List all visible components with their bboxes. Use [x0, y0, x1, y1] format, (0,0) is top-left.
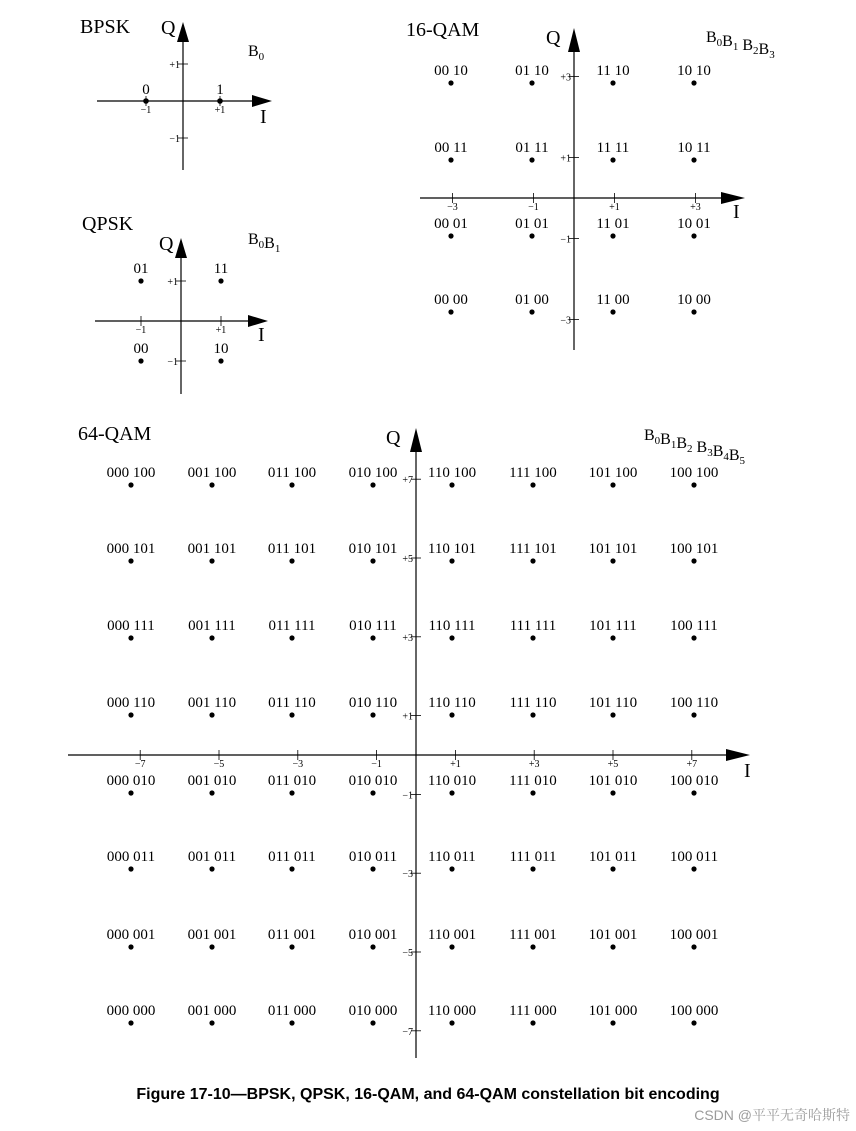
i-axis-label: I [733, 201, 740, 223]
q-tick-label: −3 [402, 869, 413, 881]
point-label: 011 001 [267, 927, 317, 943]
point-label: 101 011 [588, 849, 638, 865]
bpsk-bits-header: $B_0$ [248, 43, 265, 63]
point-label: 001 010 [187, 773, 237, 789]
qam16-bits-header: $B_0B_1$ $B_2B_3$ [706, 29, 775, 61]
i-tick-label: −1 [528, 202, 539, 213]
point-label: 11 00 [596, 292, 630, 308]
point-label: 00 00 [434, 292, 468, 308]
constellation-point [289, 944, 294, 949]
constellation-point [209, 866, 214, 871]
point-label: 010 000 [348, 1003, 398, 1019]
point-label: 100 011 [669, 849, 719, 865]
point-label: 1 [216, 82, 224, 98]
point-label: 101 100 [588, 465, 638, 481]
constellation-point [209, 712, 214, 717]
point-label: 10 [213, 341, 229, 357]
point-label: 111 010 [509, 773, 557, 789]
point-label: 110 100 [427, 465, 477, 481]
point-label: 000 101 [106, 541, 156, 557]
point-label: 100 000 [669, 1003, 719, 1019]
point-label: 00 10 [434, 63, 468, 79]
point-label: 100 101 [669, 541, 719, 557]
point-label: 001 110 [187, 695, 237, 711]
point-label: 010 001 [348, 927, 398, 943]
bpsk-title: BPSK [80, 16, 131, 38]
q-tick-label: +1 [167, 277, 178, 288]
point-label: 110 000 [427, 1003, 477, 1019]
point-label: 110 111 [428, 618, 476, 634]
point-label: 10 00 [677, 292, 711, 308]
qam64-constellation [68, 423, 751, 1058]
constellation-point [128, 558, 133, 563]
i-tick-label: +5 [607, 759, 619, 770]
constellation-point [529, 233, 534, 238]
i-tick-label: −5 [213, 759, 225, 770]
constellation-point [449, 635, 454, 640]
point-label: 100 100 [669, 465, 719, 481]
point-label: 0 [142, 82, 150, 98]
constellation-point [209, 558, 214, 563]
q-axis-label: Q [546, 27, 561, 49]
constellation-point [610, 1020, 615, 1025]
point-label: 110 011 [428, 849, 476, 865]
constellation-point [691, 866, 696, 871]
point-label: 011 011 [268, 849, 316, 865]
point-label: 101 101 [588, 541, 638, 557]
q-tick-label: +1 [402, 711, 413, 723]
constellation-point [691, 558, 696, 563]
constellation-point [370, 1020, 375, 1025]
constellation-point [370, 635, 375, 640]
point-label: 010 101 [348, 541, 398, 557]
point-label: 001 100 [187, 465, 237, 481]
point-label: 110 010 [427, 773, 477, 789]
constellation-point [143, 98, 149, 104]
constellation-point [449, 944, 454, 949]
constellation-point [530, 482, 535, 487]
constellation-point [691, 80, 696, 85]
i-tick-label: −1 [135, 325, 147, 336]
constellation-point [691, 233, 696, 238]
constellation-point [610, 157, 615, 162]
figure-caption: Figure 17-10—BPSK, QPSK, 16-QAM, and 64-QAM constellation bit encoding [136, 1086, 720, 1103]
constellation-point [448, 80, 453, 85]
point-label: 011 010 [267, 773, 317, 789]
point-label: 000 111 [107, 618, 155, 634]
constellation-point [218, 358, 223, 363]
point-label: 010 100 [348, 465, 398, 481]
constellation-point [691, 635, 696, 640]
point-label: 00 01 [434, 216, 468, 232]
point-label: 010 010 [348, 773, 398, 789]
i-axis-label: I [744, 760, 751, 782]
point-label: 001 011 [187, 849, 237, 865]
point-label: 010 011 [348, 849, 398, 865]
point-label: 101 110 [588, 695, 638, 711]
constellation-point [530, 635, 535, 640]
constellation-point [691, 309, 696, 314]
i-tick-label: −1 [371, 759, 382, 770]
point-label: 000 110 [106, 695, 156, 711]
constellation-point [209, 482, 214, 487]
constellation-point [289, 482, 294, 487]
q-tick-label: −3 [560, 315, 571, 327]
constellation-point [610, 790, 615, 795]
q-axis-arrow [410, 428, 422, 452]
constellation-point [691, 712, 696, 717]
point-label: 111 000 [509, 1003, 557, 1019]
constellation-point [209, 635, 214, 640]
q-tick-label: −1 [402, 790, 413, 802]
constellation-point [128, 790, 133, 795]
point-label: 00 [133, 341, 149, 357]
point-label: 000 000 [106, 1003, 156, 1019]
point-label: 11 [213, 261, 229, 277]
point-label: 001 111 [188, 618, 236, 634]
i-tick-label: −3 [447, 202, 458, 213]
constellation-point [691, 482, 696, 487]
constellation-point [370, 558, 375, 563]
constellation-point [449, 482, 454, 487]
constellation-point [449, 866, 454, 871]
constellation-point [610, 635, 615, 640]
constellation-point [289, 866, 294, 871]
point-label: 001 001 [187, 927, 237, 943]
point-label: 001 101 [187, 541, 237, 557]
point-label: 110 101 [427, 541, 477, 557]
point-label: 10 01 [677, 216, 711, 232]
point-label: 011 000 [267, 1003, 317, 1019]
constellation-point [138, 358, 143, 363]
constellation-point [209, 790, 214, 795]
q-axis-arrow [177, 22, 189, 42]
q-axis-label: Q [159, 233, 174, 255]
q-axis-arrow [568, 28, 580, 52]
i-tick-label: +1 [215, 325, 227, 336]
q-axis-label: Q [386, 427, 401, 449]
constellation-point [289, 712, 294, 717]
qpsk-bits-header: $B_0B_1$ [248, 231, 281, 255]
constellation-point [138, 278, 143, 283]
point-label: 000 100 [106, 465, 156, 481]
constellation-point [128, 944, 133, 949]
point-label: 001 000 [187, 1003, 237, 1019]
q-tick-label: +3 [560, 72, 571, 84]
constellation-point [370, 944, 375, 949]
q-tick-label: +5 [402, 554, 413, 565]
i-tick-label: +7 [686, 759, 698, 770]
point-label: 10 10 [677, 63, 711, 79]
constellation-point [691, 1020, 696, 1025]
q-axis-label: Q [161, 17, 176, 39]
point-label: 01 10 [515, 63, 549, 79]
point-label: 000 001 [106, 927, 156, 943]
constellation-point [128, 712, 133, 717]
i-tick-label: +3 [690, 202, 701, 213]
i-tick-label: +1 [214, 105, 226, 116]
constellation-point [610, 712, 615, 717]
constellation-point [370, 790, 375, 795]
constellation-point [209, 1020, 214, 1025]
watermark: CSDN @平平无奇哈斯特 [694, 1107, 850, 1123]
constellation-point [449, 558, 454, 563]
point-label: 10 11 [677, 140, 711, 156]
constellation-point [128, 635, 133, 640]
constellation-point [449, 712, 454, 717]
q-axis-arrow [175, 238, 187, 258]
point-label: 111 110 [509, 695, 557, 711]
q-tick-label: +1 [169, 60, 180, 71]
constellation-point [610, 482, 615, 487]
constellation-point [370, 712, 375, 717]
constellation-point [218, 278, 223, 283]
point-label: 111 101 [509, 541, 557, 557]
constellation-point [610, 80, 615, 85]
i-tick-label: −7 [134, 759, 146, 770]
constellation-point [209, 944, 214, 949]
point-label: 110 001 [427, 927, 477, 943]
point-label: 000 010 [106, 773, 156, 789]
constellation-point [530, 790, 535, 795]
i-tick-label: +1 [450, 759, 461, 770]
constellation-point [289, 635, 294, 640]
q-tick-label: −7 [402, 1026, 413, 1038]
constellation-point [128, 1020, 133, 1025]
constellation-point [530, 866, 535, 871]
point-label: 010 111 [349, 618, 397, 634]
qam16-constellation [406, 19, 775, 350]
constellation-point [128, 482, 133, 487]
point-label: 111 001 [509, 927, 557, 943]
point-label: 101 111 [589, 618, 637, 634]
point-label: 11 11 [596, 140, 630, 156]
point-label: 00 11 [434, 140, 468, 156]
point-label: 01 11 [515, 140, 549, 156]
point-label: 011 100 [267, 465, 317, 481]
constellation-point [289, 790, 294, 795]
qpsk-constellation [82, 213, 280, 394]
constellation-point [530, 558, 535, 563]
constellation-point [289, 558, 294, 563]
point-label: 100 001 [669, 927, 719, 943]
q-tick-label: +7 [402, 475, 413, 487]
i-axis-label: I [260, 106, 267, 128]
point-label: 01 00 [515, 292, 549, 308]
constellation-point [448, 233, 453, 238]
point-label: 101 001 [588, 927, 638, 943]
point-label: 011 110 [268, 695, 316, 711]
constellation-point [691, 157, 696, 162]
q-tick-label: −5 [402, 948, 413, 959]
point-label: 100 111 [670, 618, 718, 634]
qam16-title: 16-QAM [406, 19, 480, 41]
constellation-point [530, 944, 535, 949]
constellation-point [449, 1020, 454, 1025]
constellation-point [530, 1020, 535, 1025]
q-tick-label: +3 [402, 632, 413, 644]
point-label: 100 110 [669, 695, 719, 711]
q-tick-label: −1 [167, 357, 178, 368]
q-tick-label: −1 [560, 234, 571, 246]
i-tick-label: −1 [140, 105, 152, 116]
constellation-point [370, 482, 375, 487]
constellation-point [449, 790, 454, 795]
constellation-point [530, 712, 535, 717]
point-label: 110 110 [428, 695, 476, 711]
constellation-point [529, 80, 534, 85]
constellation-point [217, 98, 223, 104]
constellation-point [610, 309, 615, 314]
point-label: 101 010 [588, 773, 638, 789]
point-label: 011 111 [268, 618, 316, 634]
constellation-point [610, 866, 615, 871]
i-tick-label: −3 [292, 759, 304, 770]
i-tick-label: +1 [609, 202, 620, 213]
point-label: 111 011 [509, 849, 557, 865]
constellation-point [529, 309, 534, 314]
constellation-point [370, 866, 375, 871]
i-tick-label: +3 [528, 759, 540, 770]
point-label: 011 101 [267, 541, 317, 557]
qpsk-title: QPSK [82, 213, 134, 235]
constellation-point [691, 790, 696, 795]
point-label: 101 000 [588, 1003, 638, 1019]
qam64-bits-header: $B_0B_1B_2$ $B_3B_4B_5$ [644, 427, 746, 467]
constellation-point [529, 157, 534, 162]
q-tick-label: +1 [560, 153, 571, 165]
q-tick-label: −1 [169, 134, 180, 145]
bpsk-constellation [80, 16, 272, 170]
point-label: 000 011 [106, 849, 156, 865]
point-label: 01 [133, 261, 149, 277]
point-label: 11 01 [596, 216, 630, 232]
point-label: 100 010 [669, 773, 719, 789]
point-label: 111 100 [509, 465, 557, 481]
point-label: 010 110 [348, 695, 398, 711]
constellation-point [128, 866, 133, 871]
constellation-point [448, 309, 453, 314]
constellation-point [289, 1020, 294, 1025]
point-label: 11 10 [596, 63, 630, 79]
point-label: 111 111 [509, 618, 557, 634]
constellation-point [610, 233, 615, 238]
constellation-point [610, 558, 615, 563]
constellation-point [448, 157, 453, 162]
constellation-point [691, 944, 696, 949]
point-label: 01 01 [515, 216, 549, 232]
qam64-title: 64-QAM [78, 423, 152, 445]
constellation-point [610, 944, 615, 949]
i-axis-label: I [258, 324, 265, 346]
